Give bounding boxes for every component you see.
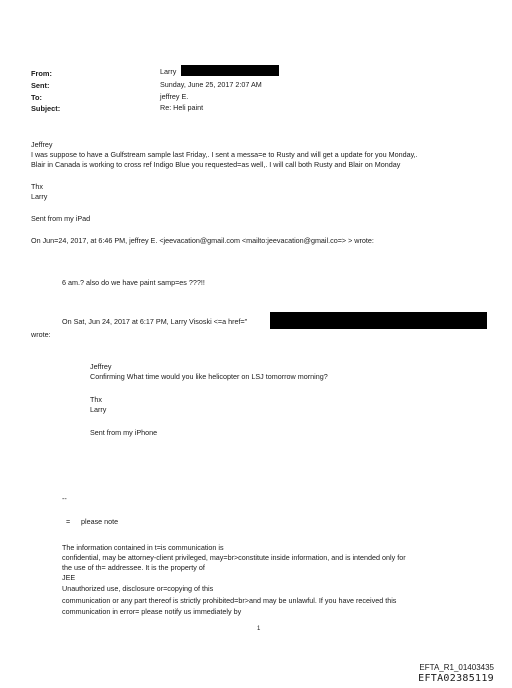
disclaimer-line-5: Unauthorized use, disclosure or=copying of this xyxy=(62,584,214,593)
page-number: 1 xyxy=(257,626,261,632)
footer-code-2: EFTA02385119 xyxy=(418,673,494,684)
sent-from-iphone: Sent from my iPhone xyxy=(90,428,158,437)
sent-label: Sent: xyxy=(31,81,50,90)
inner-signature-name: Larry xyxy=(90,405,107,414)
quote-header-1: On Jun=24, 2017, at 6:46 PM, jeffrey E. <jeevacation@gmail.com <mailto:jeevacation@gmail.co=> > wrote: xyxy=(31,236,374,245)
please-note: please note xyxy=(81,517,119,526)
footer-code-1: EFTA_R1_01403435 xyxy=(419,663,494,672)
to-label: To: xyxy=(31,93,42,102)
greeting: Jeffrey xyxy=(31,140,53,149)
subject-value: Re: Heli paint xyxy=(160,103,204,112)
inner-line: Confirming What time would you like helicopter on LSJ tomorrow morning? xyxy=(90,372,328,381)
bullet-marker: = xyxy=(66,517,71,526)
sent-from-ipad: Sent from my iPad xyxy=(31,214,91,223)
body-line-2: Blair in Canada is working to cross ref Indigo Blue you requested=as well,. I will call both Rusty and Blair on Monday xyxy=(31,160,401,169)
disclaimer-line-2: confidential, may be attorney-client privileged, may=br>constitute inside information, and is intended only for xyxy=(62,553,406,562)
disclaimer-line-4: JEE xyxy=(62,573,76,582)
separator-dashes: -- xyxy=(62,494,67,503)
quote-header-2: On Sat, Jun 24, 2017 at 6:17 PM, Larry Visoski <=a href=" xyxy=(62,317,248,326)
from-label: From: xyxy=(31,69,52,78)
disclaimer-line-3: the use of th= addressee. It is the property of xyxy=(62,563,205,572)
inner-thanks: Thx xyxy=(90,395,102,404)
sent-value: Sunday, June 25, 2017 2:07 AM xyxy=(160,80,262,89)
quote-wrote: wrote: xyxy=(31,330,51,339)
disclaimer-line-1: The information contained in t=is communication is xyxy=(62,543,224,552)
subject-label: Subject: xyxy=(31,104,61,113)
disclaimer-line-6: communication or any part thereof is strictly prohibited=br>and may be unlawful. If you have received this xyxy=(62,596,397,605)
body-line-1: I was suppose to have a Gulfstream sample last Friday,. I sent a messa=e to Rusty and will get a update for you Monday,. xyxy=(31,150,418,159)
quote-text-1: 6 am.? also do we have paint samp=es ???!! xyxy=(62,278,205,287)
to-value: jeffrey E. xyxy=(160,92,189,101)
signature-name: Larry xyxy=(31,192,48,201)
inner-greeting: Jeffrey xyxy=(90,362,112,371)
thanks: Thx xyxy=(31,182,43,191)
redaction-box xyxy=(270,312,487,329)
redaction-box xyxy=(181,65,279,76)
from-value: Larry xyxy=(160,67,177,76)
disclaimer-line-7: communication in error= please notify us immediately by xyxy=(62,607,242,616)
